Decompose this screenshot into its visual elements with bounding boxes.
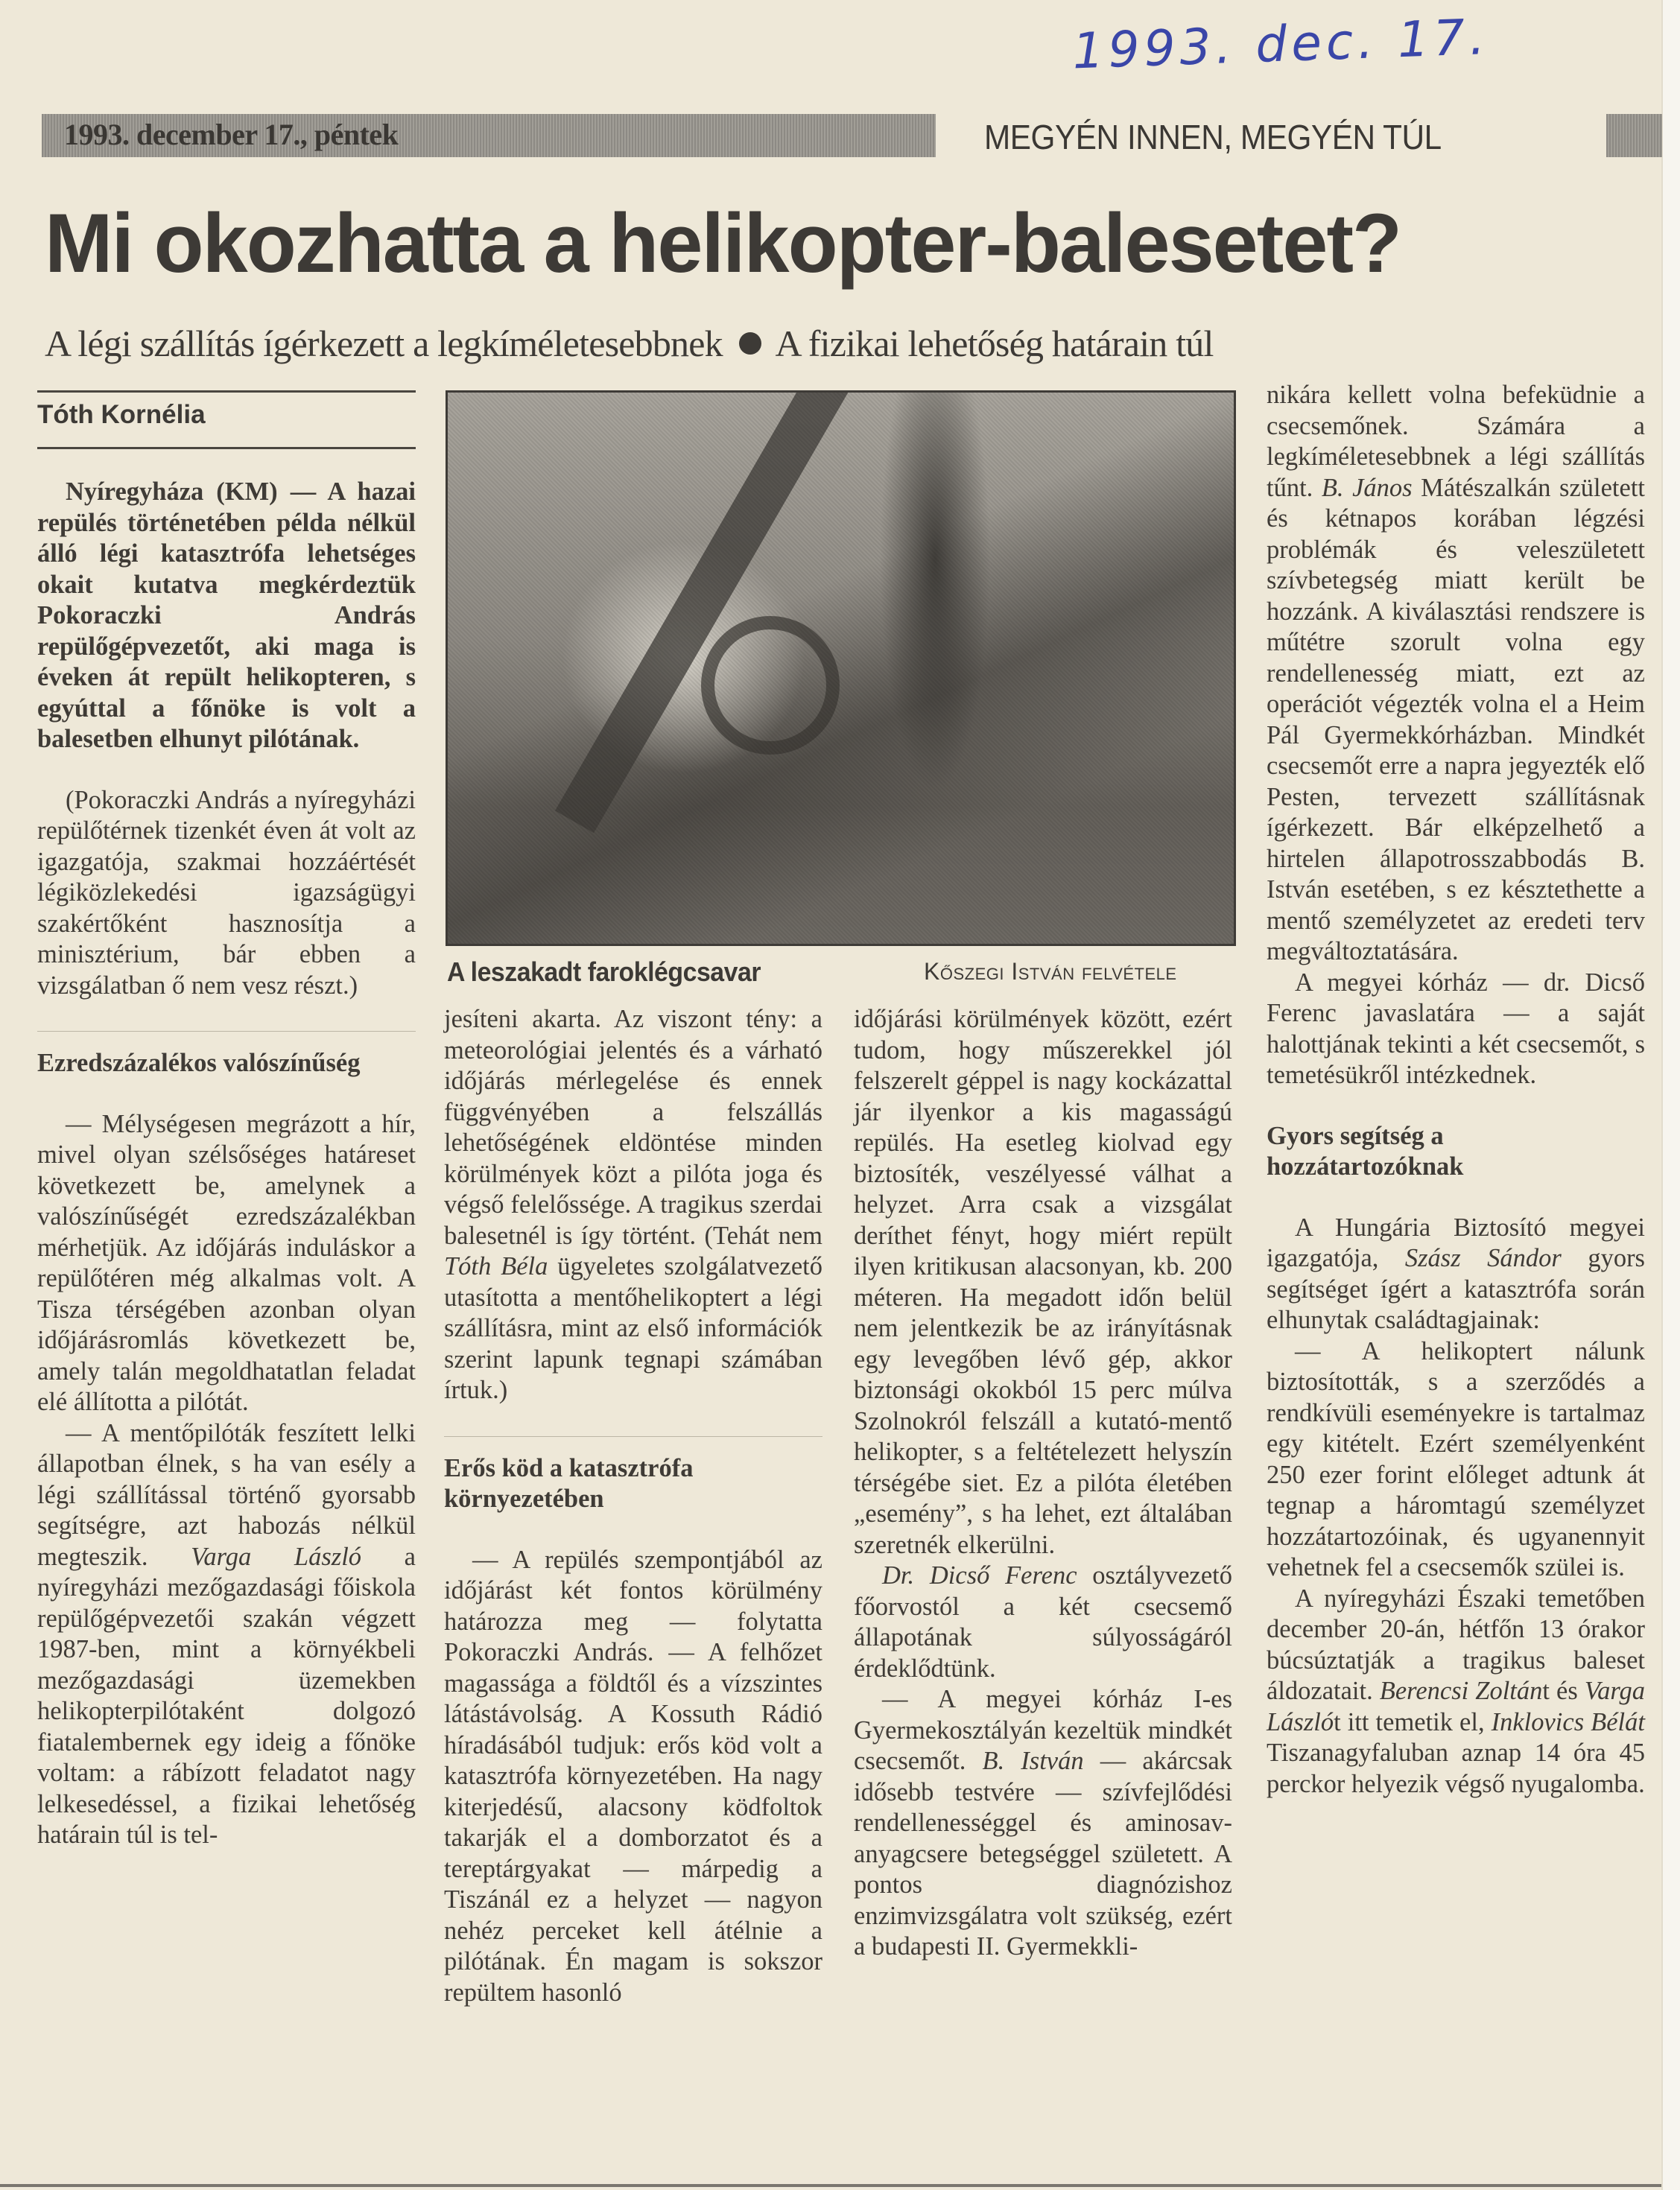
person-name: B. István — [982, 1747, 1084, 1775]
person-name: Szász Sándor — [1404, 1244, 1562, 1272]
subheading-gyors-segitseg: Gyors segítség a hozzátartozóknak — [1267, 1121, 1464, 1181]
subheading-eros-kod: Erős köd a katasztrófa környezetében — [444, 1453, 694, 1513]
header-date-band — [42, 114, 936, 157]
paragraph: Dr. Dicső Ferenc osztályvezető főorvostól a két csecsemő állapotának súlyosságáról érdeklődtünk. — [854, 1561, 1232, 1683]
paragraph: nikára kellett volna befeküdnie a csecsemőnek. Számára a legkíméletesebbnek a légi szállítás tűnt. B. János Mátészalkán született és kétnapos korában légzési problémák és veleszületett szívbetegség miatt került be hozzánk. A kiválasztási rendszere is műtétre szorult volna egy rendellenesség miatt, ezt az operációt végezték volna el a Heim Pál Gyermekkórházban. Mindkét csecsemőt erre a napra jegyezték elő Pesten, tervezett szállításnak ígérkezett. Bár elképzelhető a hirtelen állapotrosszabbodás B. István esetében, s ez késztethette a mentő személyzetet az eredeti terv megváltoztatására. — [1267, 381, 1646, 965]
handwritten-date-note: 1993. dec. 17. — [1071, 7, 1491, 80]
person-name: Berencsi Zoltán — [1379, 1677, 1543, 1705]
paragraph: A megyei kórház — dr. Dicső Ferenc javaslatára — a saját halottjának tekinti a két csecsemőt, s temetésükről intézkednek. — [1267, 968, 1645, 1089]
person-name: Tóth Béla — [444, 1252, 548, 1280]
photo-caption: A leszakadt faroklégcsavar — [447, 956, 761, 987]
person-name: Inklovics Bélát — [1491, 1707, 1645, 1736]
subheadline — [45, 322, 1214, 365]
subheadline-part-1: A légi szállítás ígérkezett a legkíméletesebbnek — [45, 323, 723, 364]
bullet-icon — [739, 332, 761, 355]
headline: Mi okozhatta a helikopter-balesetet? — [45, 197, 1401, 290]
article-column-3 — [854, 1004, 1232, 1963]
paragraph: — A repülés szempontjából az időjárást két fontos körülmény határozza meg — folytatta Pokoraczki András. — A felhőzet magassága a földtől és a vízszintes látástávolság. A Kossuth Rádió híradásából tudjuk: erős köd volt a katasztrófa környezetében. Ha nagy kiterjedésű, alacsony ködfoltok takarják el a domborzatot és a tereptárgyakat — márpedig a Tiszánál ez a helyzet — nagyon nehéz perceket kell átélnie a pilótának. Én magam is sokszor repültem hasonló — [444, 1545, 822, 2007]
article-column-2 — [444, 1004, 822, 2008]
byline-rule-top — [37, 390, 416, 393]
person-name: Varga László — [191, 1542, 362, 1571]
photo-tail-rotor — [446, 390, 1236, 946]
subheading-ezredszazalekos: Ezredszázalékos valószínűség — [37, 1049, 361, 1077]
bottom-rule — [0, 2184, 1661, 2187]
scan-edge — [1661, 0, 1680, 2190]
photo-credit: Kőszegi István felvétele — [924, 958, 1177, 985]
subheadline-part-2: A fizikai lehetőség határain túl — [775, 323, 1214, 364]
byline-rule-bottom — [37, 447, 416, 449]
byline: Tóth Kornélia — [37, 400, 206, 429]
photo-rotor-hub — [701, 616, 840, 755]
person-name: Varga László — [1267, 1677, 1646, 1736]
section-title: MEGYÉN INNEN, MEGYÉN TÚL — [984, 118, 1442, 156]
paragraph: — A megyei kórház I-es Gyermekosztályán kezeltük mindkét csecsemőt. B. István — akárcsak idősebb testvére — szívfejlődési rendellenességgel és aminosav-anyagcsere betegséggel született. A pontos diagnózishoz enzimvizsgálatra volt szükség, ezért a budapesti II. Gyermekkli- — [854, 1685, 1232, 1961]
header-right-band — [1606, 114, 1662, 157]
lead-paragraph: Nyíregyháza (KM) — A hazai repülés történetében példa nélkül álló légi katasztrófa lehetséges okait kutatva megkérdeztük Pokoraczki András repülőgépvezetőt, aki maga is éveken át repült helikopteren, s egyúttal a főnöke is volt a balesetben elhunyt pilótának. — [37, 477, 416, 753]
person-name: Dr. Dicső Ferenc — [882, 1561, 1077, 1590]
paragraph: — A helikoptert nálunk biztosították, s a szerződés a rendkívüli eseményekre is tartalmaz egy kitételt. Ezért személyenként 250 ezer forint előleget adtunk át tegnap a háromtagú személyzet hozzátartozóinak, és ugyanennyit vehetnek fel a csecsemők szülei is. — [1267, 1336, 1645, 1581]
subhead-rule — [444, 1436, 822, 1437]
article-column-4 — [1267, 380, 1645, 1800]
paragraph: A Hungária Biztosító megyei igazgatója, Szász Sándor gyors segítséget ígért a katasztrófa során elhunytak családtagjainak: — [1267, 1213, 1645, 1334]
article-column-1 — [37, 477, 416, 1851]
person-name: B. János — [1321, 473, 1413, 502]
paragraph: — Mélységesen megrázott a hír, mivel olyan szélsőséges határeset következett be, amelynek a valószínűségét ezredszázalékban mérhetjük. Az időjárás induláskor a repülőtéren még alkalmas volt. A Tisza térségében azonban olyan időjárásromlás következett be, amely talán megoldhatatlan feladat elé állította a pilótát. — [37, 1109, 416, 1416]
paragraph: (Pokoraczki András a nyíregyházi repülőtérnek tizenkét éven át volt az igazgatója, szakmai hozzáértését légiközlekedési igazságügyi szakértőként hasznosítja a minisztérium, bár ebben a vizsgálatban ő nem vesz részt.) — [37, 785, 416, 1000]
paragraph: — A mentőpilóták feszített lelki állapotban élnek, s ha van esély a légi szállítással történő gyorsabb segítségre, azt habozás nélkül megteszik. Varga László a nyíregyházi mezőgazdasági főiskola repülőgépvezetői szakán végzett 1987-ben, mint a környékbeli mezőgazdasági üzemekben helikopterpilótaként dolgozó fiatalembernek egy ideig a főnöke voltam: a rábízott feladatot nagy lelkesedéssel, a fizikai lehetőség határain túl is tel- — [37, 1418, 416, 1849]
paragraph: A nyíregyházi Északi temetőben december 20-án, hétfőn 13 órakor búcsúztatják a tragikus baleset áldozatait. Berencsi Zoltánt és Varga Lászlót itt temetik el, Inklovics Bélát Tiszanagyfaluban aznap 14 óra 45 perckor helyezik végső nyugalomba. — [1267, 1584, 1646, 1798]
photo-tail-boom — [555, 390, 855, 833]
subhead-rule — [37, 1031, 416, 1032]
paragraph: jesíteni akarta. Az viszont tény: a meteorológiai jelentés és a várható időjárás mérlegelése és ennek függvényében a felszállás lehetőségének eldöntése minden körülmények közt a pilóta joga és végső felelőssége. A tragikus szerdai balesetnél is így történt. (Tehát nem Tóth Béla ügyeletes szolgálatvezető utasította a mentőhelikoptert a légi szállításra, mint az első információk szerint lapunk tegnapi számában írtuk.) — [444, 1005, 822, 1404]
paragraph: időjárási körülmények között, ezért tudom, hogy műszerekkel jól felszerelt géppel is nagy kockázattal jár ilyenkor a kis magasságú repülés. Ha esetleg kiolvad egy biztosíték, veszélyessé válhat a helyzet. Arra csak a vizsgálat deríthet fényt, hogy miért repült ilyen kritikusan alacsonyan, kb. 200 méteren. Ha megadott időn belül nem jelentkezik be az irányításnak egy levegőben lévő gép, akkor biztonsági okokból 15 perc múlva Szolnokról felszáll a kutató-mentő helikopter, s a feltételezett helyszín térségébe siet. Ez a pilóta életében „esemény”, s ha lehet, ezt általában szeretnék elkerülni. — [854, 1005, 1232, 1559]
issue-date: 1993. december 17., péntek — [64, 118, 399, 151]
page-header — [42, 114, 1662, 162]
